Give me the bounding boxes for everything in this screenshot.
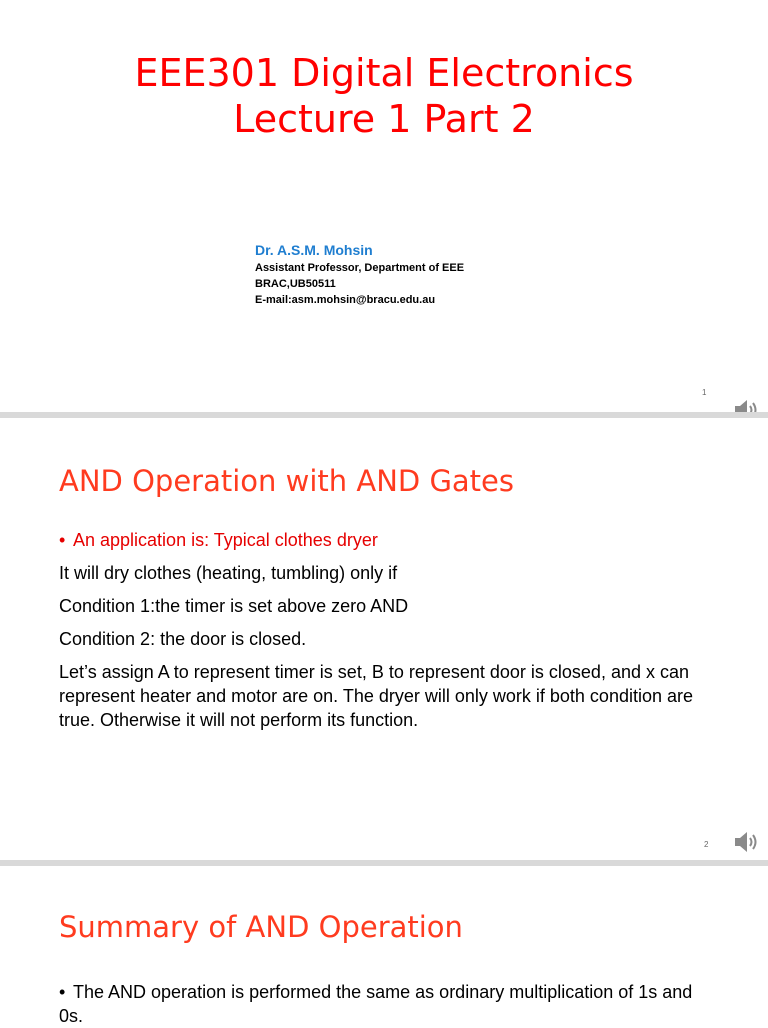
bullet-dot: • — [59, 982, 66, 1002]
bullet-item — [59, 528, 719, 552]
author-name: Dr. A.S.M. Mohsin — [255, 242, 373, 258]
slide-heading: AND Operation with AND Gates — [59, 464, 515, 498]
page-number: 1 — [702, 388, 707, 397]
body-paragraph: Let’s assign A to represent timer is set, B to represent door is closed, and x can represent heater and motor are on. The dryer will only work if both condition are true. Otherwise it will not perform its function. — [59, 662, 693, 730]
bullet-item — [59, 980, 719, 1028]
slide-3 — [0, 866, 768, 1024]
slide-1 — [0, 0, 768, 412]
author-block — [255, 240, 464, 308]
bullet-text: The AND operation is performed the same as ordinary multiplication of 1s and 0s. — [59, 982, 693, 1026]
author-position: Assistant Professor, Department of EEE — [255, 262, 465, 274]
slide-body — [59, 528, 719, 741]
body-line-2: Condition 1:the timer is set above zero AND — [59, 596, 409, 616]
slide-body — [59, 980, 719, 1028]
bullet-text: An application is: Typical clothes dryer — [73, 530, 378, 550]
slide-title — [0, 50, 768, 142]
slide-2 — [0, 418, 768, 860]
title-line-2: Lecture 1 Part 2 — [233, 97, 535, 141]
speaker-icon[interactable] — [732, 828, 760, 856]
bullet-dot: • — [59, 530, 66, 550]
body-line-1: It will dry clothes (heating, tumbling) only if — [59, 563, 398, 583]
author-email: E-mail:asm.mohsin@bracu.edu.au — [255, 294, 436, 306]
body-line-3: Condition 2: the door is closed. — [59, 629, 307, 649]
page-number: 2 — [704, 840, 709, 849]
title-line-1: EEE301 Digital Electronics — [134, 51, 634, 95]
slide-heading: Summary of AND Operation — [59, 910, 463, 944]
author-office: BRAC,UB50511 — [255, 278, 336, 290]
